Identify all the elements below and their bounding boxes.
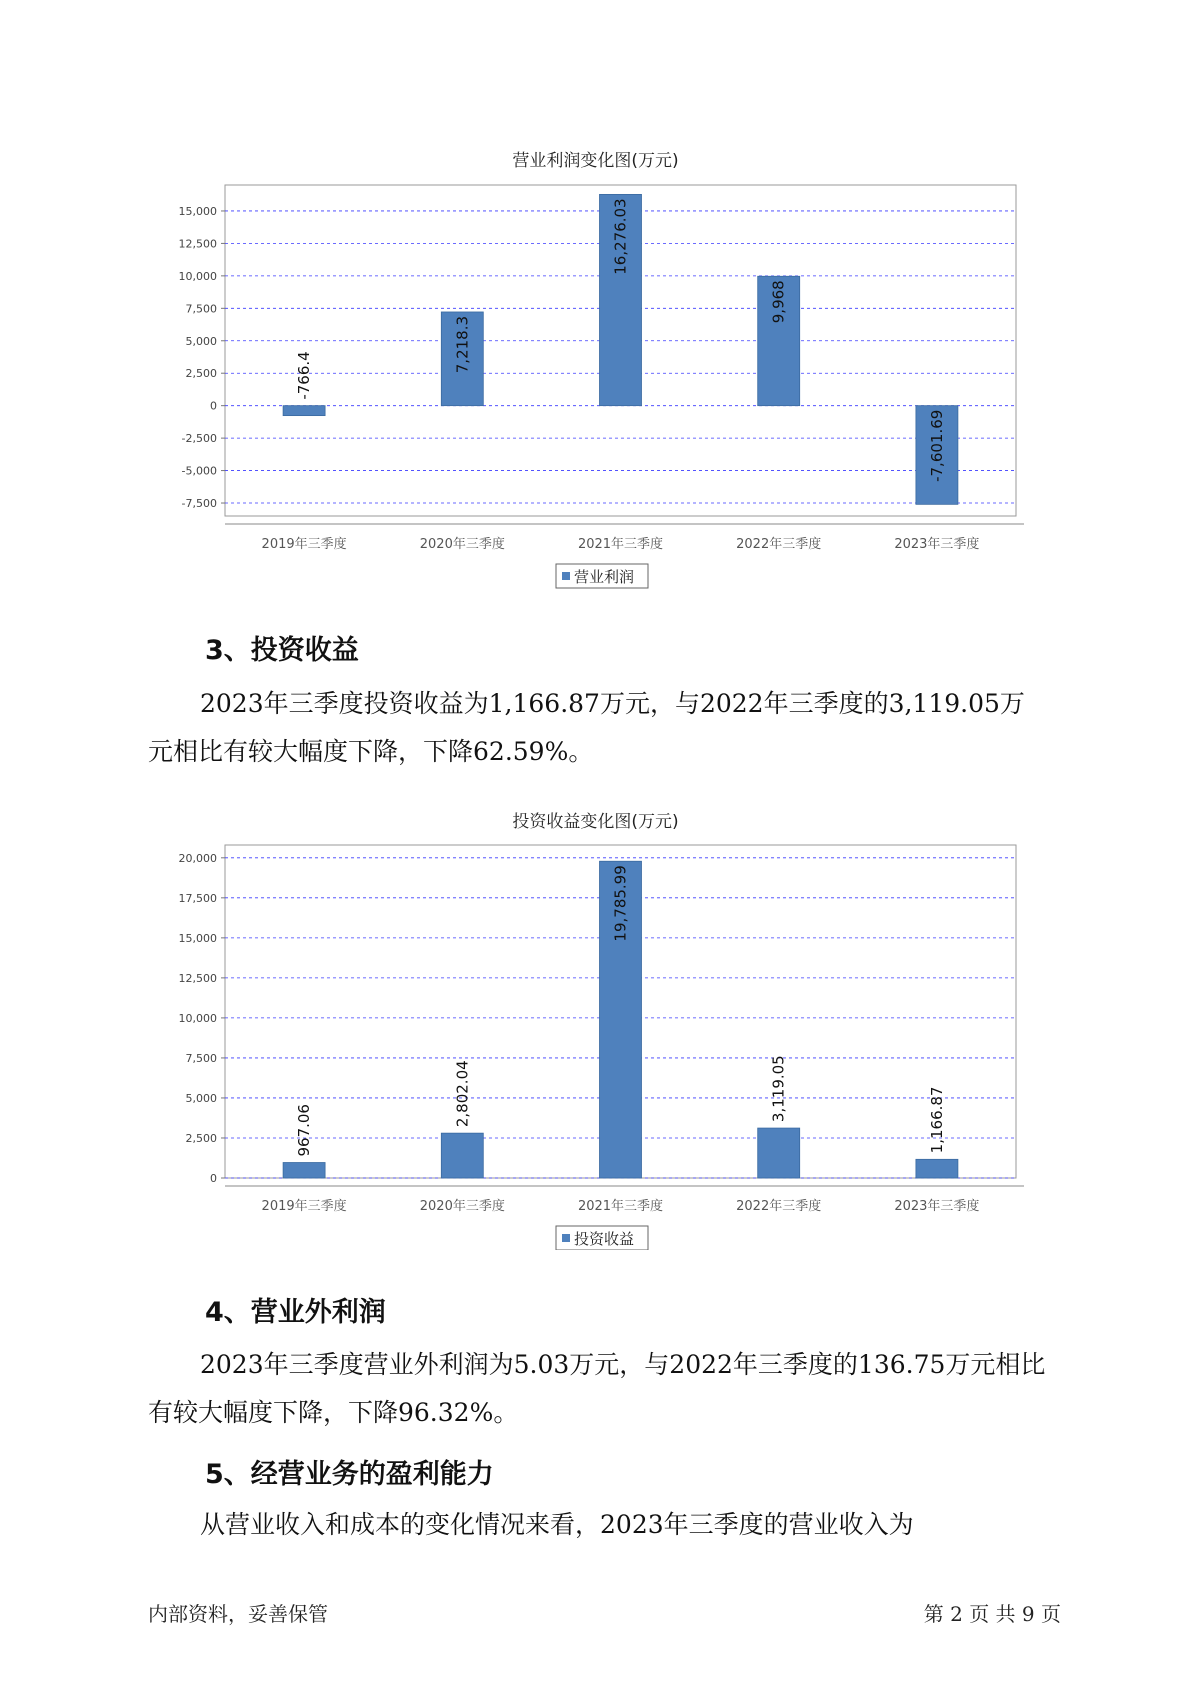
data-label: 3,119.05 [769, 1055, 788, 1123]
data-label: 7,218.3 [453, 315, 472, 374]
legend-label: 营业利润 [574, 568, 635, 586]
y-tick-label: 7,500 [185, 1051, 217, 1065]
x-tick-label: 2021年三季度 [577, 537, 664, 552]
y-tick-label: 15,000 [178, 204, 217, 218]
y-tick-label: 0 [210, 1172, 217, 1185]
section-3-heading: 3、投资收益 [205, 635, 359, 666]
legend-swatch [562, 572, 570, 580]
footer-page-number: 第 2 页 共 9 页 [923, 1602, 1061, 1626]
section-3-text: 2023年三季度投资收益为1,166.87万元，与2022年三季度的3,119.05万元相比有较大幅度下降，下降62.59%。 [148, 689, 1025, 766]
y-tick-label: 10,000 [178, 269, 217, 283]
y-tick-label: 10,000 [178, 1011, 217, 1025]
section-5-heading: 5、经营业务的盈利能力 [205, 1459, 494, 1490]
bar [283, 406, 325, 416]
bar [441, 1133, 483, 1178]
data-label: 19,785.99 [611, 865, 630, 942]
x-tick-label: 2023年三季度 [894, 537, 980, 552]
data-label: 967.06 [295, 1104, 314, 1157]
chart2-title: 投资收益变化图(万元) [512, 812, 679, 832]
legend-swatch [562, 1234, 570, 1242]
y-tick-label: 0 [210, 399, 217, 413]
y-tick-label: -7,500 [181, 497, 217, 511]
section-4-heading: 4、营业外利润 [205, 1297, 386, 1328]
x-tick-label: 2020年三季度 [419, 1199, 505, 1214]
section-4-text: 2023年三季度营业外利润为5.03万元，与2022年三季度的136.75万元相比有较大幅度下降，下降96.32%。 [148, 1350, 1046, 1427]
section-5-text: 从营业收入和成本的变化情况来看，2023年三季度的营业收入为 [200, 1510, 914, 1539]
operating-profit-chart [0, 170, 1191, 590]
y-tick-label: 15,000 [178, 931, 217, 945]
x-tick-label: 2023年三季度 [894, 1199, 980, 1214]
data-label: 2,802.04 [453, 1060, 472, 1128]
y-tick-label: 12,500 [178, 971, 217, 985]
bar [916, 1159, 958, 1178]
x-tick-label: 2022年三季度 [736, 537, 822, 552]
legend [556, 564, 648, 588]
data-label: 16,276.03 [611, 198, 630, 275]
x-tick-label: 2020年三季度 [419, 537, 505, 552]
x-tick-label: 2021年三季度 [577, 1199, 664, 1214]
footer-confidential: 内部资料，妥善保管 [148, 1602, 328, 1626]
data-label: -766.4 [295, 351, 314, 400]
x-tick-label: 2019年三季度 [261, 537, 347, 552]
y-tick-label: 20,000 [178, 851, 217, 865]
y-tick-label: 17,500 [178, 891, 217, 905]
data-label: 1,166.87 [927, 1086, 946, 1154]
y-tick-label: 2,500 [185, 1131, 217, 1145]
data-label: -7,601.69 [927, 409, 946, 482]
bar [283, 1163, 325, 1178]
legend-label: 投资收益 [574, 1230, 635, 1248]
y-tick-label: 2,500 [185, 367, 217, 381]
y-tick-label: 5,000 [185, 334, 217, 348]
data-label: 9,968 [769, 280, 788, 324]
y-tick-label: -5,000 [181, 464, 217, 478]
bar [758, 1128, 800, 1178]
chart1-title: 营业利润变化图(万元) [512, 151, 679, 171]
y-tick-label: -2,500 [181, 432, 217, 446]
y-tick-label: 12,500 [178, 237, 217, 251]
investment-income-chart [0, 830, 1191, 1250]
x-tick-label: 2022年三季度 [736, 1199, 822, 1214]
legend [556, 1226, 648, 1250]
y-tick-label: 5,000 [185, 1091, 217, 1105]
x-tick-label: 2019年三季度 [261, 1199, 347, 1214]
y-tick-label: 7,500 [185, 302, 217, 316]
